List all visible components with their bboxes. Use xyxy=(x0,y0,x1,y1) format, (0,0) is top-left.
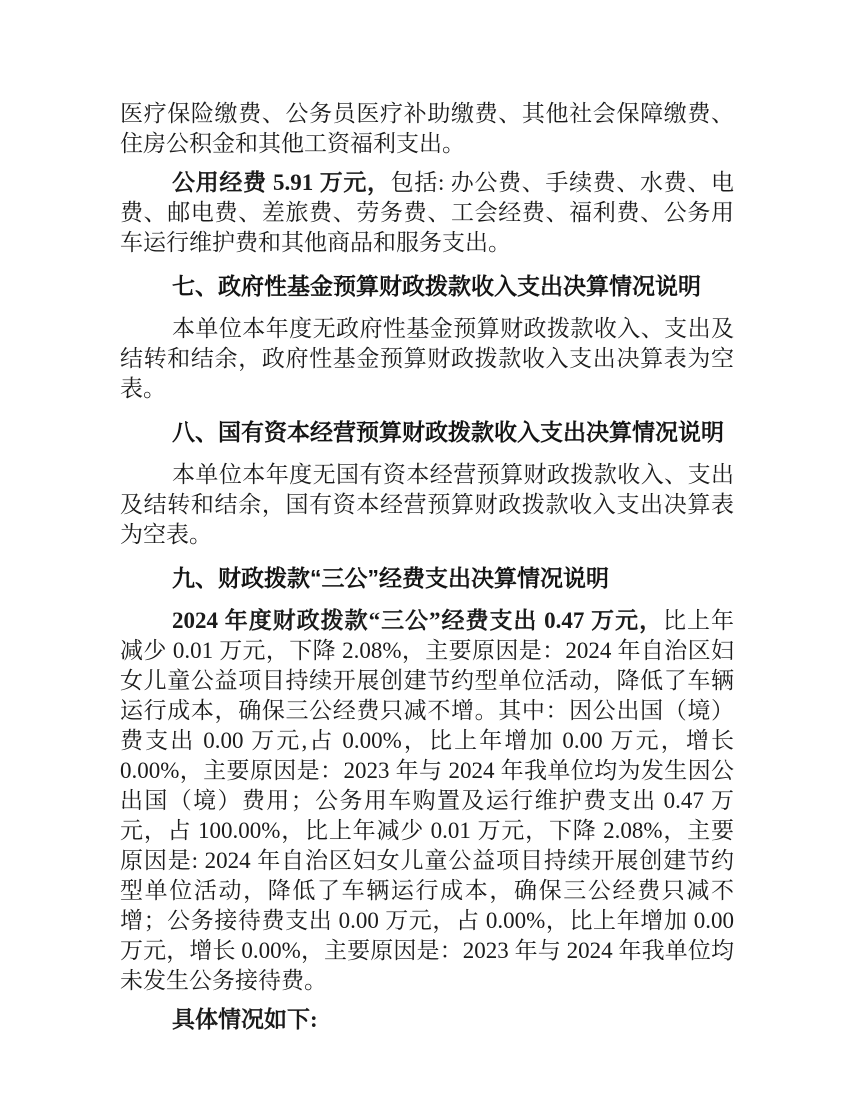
body-paragraph xyxy=(120,606,734,996)
body-paragraph xyxy=(120,99,734,159)
text-run: 七、政府性基金预算财政拨款收入支出决算情况说明 xyxy=(172,273,701,299)
body-paragraph xyxy=(120,168,734,258)
text-run: 本单位本年度无国有资本经营预算财政拨款收入、支出及结转和结余，国有资本经营预算财政拨款收入支出决算表为空表。 xyxy=(120,462,734,547)
text-run: 医疗保险缴费、公务员医疗补助缴费、其他社会保障缴费、住房公积金和其他工资福利支出。 xyxy=(120,101,734,156)
text-run: 九、财政拨款“三公”经费支出决算情况说明 xyxy=(172,565,609,591)
body-paragraph xyxy=(120,1005,734,1035)
text-run: 比上年减少 0.01 万元，下降 2.08%，主要原因是：2024 年自治区妇女儿童公益项目持续开展创建节约型单位活动，降低了车辆运行成本，确保三公经费只减不增。其中：因公出国（境）费支出 0.00 万元,占 0.00%，比上年增加 0.00 万元，增长 0.00%，主要原因是：2023 年与 2024 年我单位均为发生因公出国（境）费用；公务用车购置及运行维护费支出 0.47 万元，占 100.00%，比上年减少 0.01 万元，下降 2.08%，主要原因是: 2024 年自治区妇女儿童公益项目持续开展创建节约型单位活动，降低了车辆运行成本，确保三公经费只减不增；公务接待费支出 0.00 万元，占 0.00%，比上年增加 0.00 万元，增长 0.00%，主要原因是：2023 年与 2024 年我单位均未发生公务接待费。 xyxy=(120,608,735,993)
text-run: 本单位本年度无政府性基金预算财政拨款收入、支出及结转和结余，政府性基金预算财政拨款收入支出决算表为空表。 xyxy=(120,316,734,401)
body-paragraph xyxy=(120,314,734,404)
text-run: 包括: 办公费、手续费、水费、电费、邮电费、差旅费、劳务费、工会经费、福利费、公务用车运行维护费和其他商品和服务支出。 xyxy=(120,170,735,255)
text-run: 具体情况如下: xyxy=(172,1007,318,1032)
section-heading xyxy=(120,563,734,593)
document-content xyxy=(120,99,734,1044)
body-paragraph xyxy=(120,460,734,550)
text-run: 2024 年度财政拨款“三公”经费支出 0.47 万元， xyxy=(172,608,664,633)
section-heading xyxy=(120,417,734,447)
section-heading xyxy=(120,271,734,301)
text-run: 八、国有资本经营预算财政拨款收入支出决算情况说明 xyxy=(172,419,724,445)
text-run: 公用经费 5.91 万元， xyxy=(172,170,391,195)
